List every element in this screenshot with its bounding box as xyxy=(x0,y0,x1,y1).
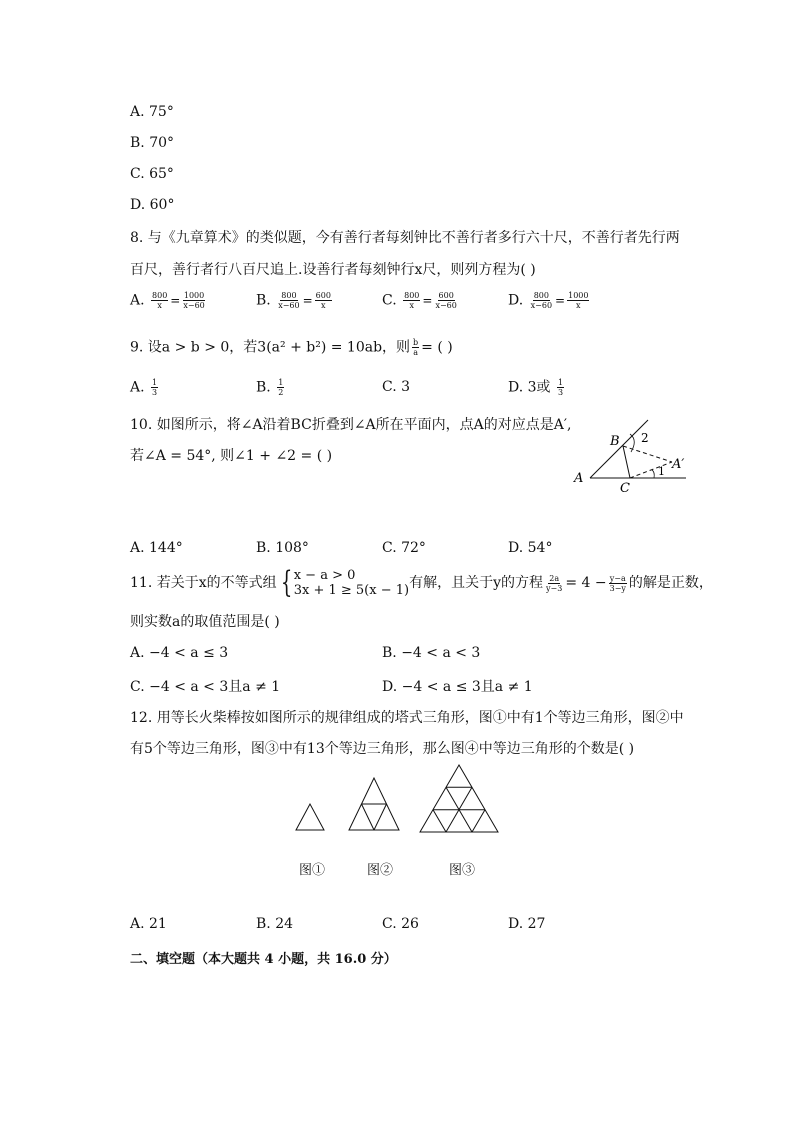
q11-ineq-1: x − a > 0 xyxy=(293,568,356,583)
q12-fig1-triangle xyxy=(296,804,324,830)
q8-right-fraction: $\frac{600}{x-60}$ xyxy=(435,291,457,310)
q11-frac-2 xyxy=(609,574,627,593)
q9-option-fraction: $\frac{1}{3}$ xyxy=(152,378,158,397)
q11-option-d: D. −4 < a ≤ 3且a ≠ 1 xyxy=(382,679,533,695)
q8-option-c xyxy=(382,291,460,310)
q11-option-c: C. −4 < a < 3且a ≠ 1 xyxy=(130,679,281,695)
q11-frac-1 xyxy=(545,574,563,593)
q12-option-b: B. 24 xyxy=(256,916,294,932)
q9-option-label: D. 3或 xyxy=(508,379,555,396)
q9-option-b xyxy=(256,378,286,397)
q10-dash-ca2 xyxy=(630,462,672,478)
q11-frac1-den: y−3 xyxy=(546,583,563,593)
q11-ineq-2: 3x + 1 ≥ 5(x − 1) xyxy=(293,583,410,598)
q8-right-fraction: $\frac{1000}{x-60}$ xyxy=(183,291,205,310)
q8-equals: = xyxy=(422,293,433,308)
q10-option-d: D. 54° xyxy=(508,540,553,556)
q11-stem-end: 的解是正数， xyxy=(628,575,713,591)
q11-stem-start: 11. 若关于x的不等式组 xyxy=(130,575,277,591)
q10-label-c: C xyxy=(620,481,630,492)
q8-left-fraction: $\frac{800}{x}$ xyxy=(152,291,168,310)
q12-option-c: C. 26 xyxy=(382,916,419,932)
q12-option-d: D. 27 xyxy=(508,916,546,932)
q12-fig3-outer xyxy=(420,765,498,832)
q8-right-fraction: $\frac{1000}{x}$ xyxy=(568,291,589,310)
q7-option-a: A. 75° xyxy=(130,104,174,120)
q10-dash-ba2 xyxy=(623,446,672,462)
q8-option-label: A. xyxy=(130,292,145,309)
q9-option-label: A. xyxy=(130,379,150,396)
q11-stem-line2: 则实数a的取值范围是( ) xyxy=(130,614,280,630)
q11-option-a: A. −4 < a ≤ 3 xyxy=(130,645,229,661)
section-heading: 二、填空题（本大题共 4 小题，共 16.0 分） xyxy=(130,952,397,967)
q9-fraction xyxy=(412,338,419,357)
q10-figure xyxy=(568,412,698,492)
q8-equals: = xyxy=(170,293,181,308)
q11-eq-mid: = 4 − xyxy=(565,575,607,591)
q12-caption-1: 图① xyxy=(299,863,326,878)
q9-option-fraction: $\frac{1}{2}$ xyxy=(278,378,284,397)
q10-label-a: A xyxy=(574,471,584,486)
q8-option-label: B. xyxy=(256,292,271,309)
q10-angle1-arc xyxy=(652,470,654,478)
q8-right-fraction: $\frac{600}{x}$ xyxy=(315,291,331,310)
q8-stem-line1: 8. 与《九章算术》的类似题，今有善行者每刻钟比不善行者多行六十尺，不善行者先行两 xyxy=(130,230,680,246)
q12-stem-line2: 有5个等边三角形，图③中有13个等边三角形，那么图④中等边三角形的个数是( ) xyxy=(130,741,635,757)
q7-option-b: B. 70° xyxy=(130,135,175,151)
q8-equals: = xyxy=(302,293,313,308)
q8-left-fraction: $\frac{800}{x-60}$ xyxy=(278,291,300,310)
q12-figures xyxy=(290,760,510,840)
q12-stem-line1: 12. 用等长火柴棒按如图所示的规律组成的塔式三角形，图①中有1个等边三角形，图②中 xyxy=(130,710,684,726)
q11-stem xyxy=(130,565,713,600)
q9-option-label: C. 3 xyxy=(382,379,411,395)
q8-option-label: C. xyxy=(382,292,397,309)
q9-stem xyxy=(130,338,453,357)
q12-caption-2: 图② xyxy=(367,863,394,878)
q11-inequality-system xyxy=(277,565,410,600)
q8-left-fraction: $\frac{800}{x-60}$ xyxy=(530,291,553,310)
q10-line-ab xyxy=(590,420,648,478)
q10-label-b: B xyxy=(610,434,620,449)
q11-frac1-num: 2a xyxy=(549,573,560,583)
q9-option-fraction: $\frac{1}{3}$ xyxy=(557,378,564,397)
q8-stem-line2: 百尺，善行者行八百尺追上.设善行者每刻钟行x尺，则列方程为( ) xyxy=(130,262,536,278)
q11-frac2-den: 3−y xyxy=(609,583,626,593)
q8-option-label: D. xyxy=(508,292,524,309)
q9-option-label: B. xyxy=(256,379,276,396)
q9-option-a xyxy=(130,378,160,397)
q8-equals: = xyxy=(555,293,566,308)
q11-brace: { xyxy=(280,565,292,600)
q10-option-a: A. 144° xyxy=(130,540,183,556)
q8-option-d xyxy=(508,291,591,310)
q9-frac-num: b xyxy=(413,338,419,347)
q12-fig3-d4 xyxy=(472,810,485,832)
q10-option-c: C. 72° xyxy=(382,540,426,556)
q11-option-b: B. −4 < a < 3 xyxy=(382,645,481,661)
q11-frac2-num: y−a xyxy=(609,573,626,583)
q12-fig2-line-b xyxy=(362,804,375,830)
q9-option-c xyxy=(382,378,410,396)
q10-label-a-prime: A′ xyxy=(672,457,685,472)
q12-fig3-d2 xyxy=(433,810,446,832)
q9-stem-text: 9. 设a > b > 0，若3(a² + b²) = 10ab，则 xyxy=(130,339,411,356)
q10-label-2: 2 xyxy=(641,431,649,445)
q12-option-a: A. 21 xyxy=(130,916,167,932)
q8-option-b xyxy=(256,291,334,310)
q9-option-d xyxy=(508,378,566,397)
q10-stem-line2: 若∠A = 54°, 则∠1 + ∠2 = ( ) xyxy=(130,448,333,464)
q7-option-d: D. 60° xyxy=(130,197,175,213)
q9-frac-den: a xyxy=(413,348,418,357)
q11-stem-mid: 有解，且关于y的方程 xyxy=(409,575,544,591)
q8-left-fraction: $\frac{800}{x}$ xyxy=(404,291,420,310)
q12-fig2-line-c xyxy=(374,804,387,830)
q10-label-1: 1 xyxy=(658,465,665,478)
q9-stem-end: = ( ) xyxy=(421,339,453,356)
q12-caption-3: 图③ xyxy=(449,863,476,878)
q7-option-c: C. 65° xyxy=(130,166,174,182)
q10-fold-bc xyxy=(623,446,630,478)
q10-option-b: B. 108° xyxy=(256,540,309,556)
q10-stem-line1: 10. 如图所示，将∠A沿着BC折叠到∠A所在平面内，点A的对应点是A′, xyxy=(130,417,572,433)
q8-option-a xyxy=(130,291,208,310)
